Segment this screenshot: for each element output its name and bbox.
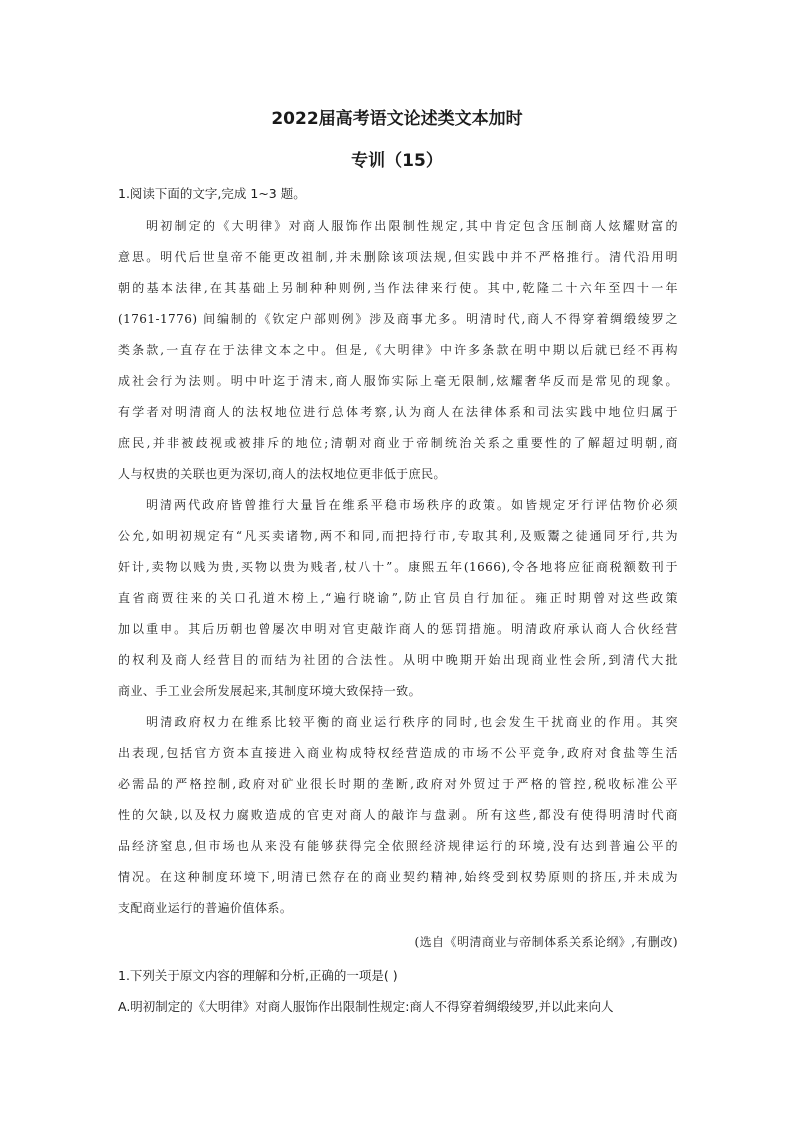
passage-line: 类条款,一直存在于法律文本之中。但是,《大明律》中许多条款在明中期以后就已经不再构	[118, 343, 678, 357]
passage-line: 朝的基本法律,在其基础上另制种种则例,当作法律来行使。其中,乾隆二十六年至四十一年	[118, 281, 678, 295]
question-1-stem: 1.下列关于原文内容的理解和分析,正确的一项是( )	[118, 968, 398, 983]
passage-source: (选自《明清商业与帝制体系关系论纲》,有删改)	[414, 935, 678, 949]
document-title: 2022届高考语文论述类文本加时	[271, 109, 523, 129]
passage-line: 奸计,卖物以贱为贵,买物以贵为贱者,杖八十”。康熙五年(1666),令各地将应征商税额数刊于	[118, 560, 678, 574]
passage-line: 情况。在这种制度环境下,明清已然存在的商业契约精神,始终受到权势原则的挤压,并未成为	[118, 870, 678, 884]
passage-line: 明清两代政府皆曾推行大量旨在维系平稳市场秩序的政策。如皆规定牙行评估物价必须	[146, 498, 678, 512]
passage-line: 庶民,并非被歧视或被排斥的地位;清朝对商业于帝制统治关系之重要性的了解超过明朝,商	[118, 436, 678, 450]
passage-line: 出表现,包括官方资本直接进入商业构成特权经营造成的市场不公平竞争,政府对食盐等生活	[118, 746, 678, 760]
passage-line: 必需品的严格控制,政府对矿业很长时期的垄断,政府对外贸过于严格的管控,税收标准公平	[118, 777, 678, 791]
passage-line: 有学者对明清商人的法权地位进行总体考察,认为商人在法律体系和司法实践中地位归属于	[118, 405, 678, 419]
passage-line: 意思。明代后世皇帝不能更改祖制,并未删除该项法规,但实践中并不严格推行。清代沿用明	[118, 250, 678, 264]
passage-line: 的权利及商人经营目的而结为社团的合法性。从明中晚期开始出现商业性会所,到清代大批	[118, 653, 678, 667]
passage-line: 加以重申。其后历朝也曾屡次申明对官吏敲诈商人的惩罚措施。明清政府承认商人合伙经营	[118, 622, 678, 636]
passage-line: 公允,如明初规定有“凡买卖诸物,两不和同,而把持行市,专取其利,及贩鬻之徒通同牙行,共为	[118, 529, 678, 543]
passage-line: 支配商业运行的普遍价值体系。	[118, 901, 293, 915]
passage-line: 直省商贾往来的关口孔道木榜上,“遍行晓谕”,防止官员自行加征。雍正时期曾对这些政策	[118, 591, 678, 605]
passage-line: 明清政府权力在维系比较平衡的商业运行秩序的同时,也会发生干扰商业的作用。其突	[146, 715, 678, 729]
document-subtitle: 专训（15）	[351, 151, 443, 171]
passage-line: 明初制定的《大明律》对商人服饰作出限制性规定,其中肯定包含压制商人炫耀财富的	[146, 219, 678, 233]
passage-line: (1761-1776) 间编制的《钦定户部则例》涉及商事尤多。明清时代,商人不得穿着绸缎绫罗之	[118, 312, 678, 326]
passage-line: 成社会行为法则。明中叶迄于清末,商人服饰实际上毫无限制,炫耀奢华反而是常见的现象。	[118, 374, 678, 388]
question-1-option-a: A.明初制定的《大明律》对商人服饰作出限制性规定:商人不得穿着绸缎绫罗,并以此来向人	[118, 999, 614, 1014]
passage-line: 商业、手工业会所发展起来,其制度环境大致保持一致。	[118, 684, 422, 698]
passage-line: 性的欠缺,以及权力腐败造成的官吏对商人的敲诈与盘剥。所有这些,都没有使得明清时代商	[118, 808, 678, 822]
question-intro: 1.阅读下面的文字,完成 1~3 题。	[118, 186, 306, 201]
passage-line: 人与权贵的关联也更为深切,商人的法权地位更非低于庶民。	[118, 467, 446, 481]
passage-line: 品经济窒息,但市场也从来没有能够获得完全依照经济规律运行的环境,没有达到普遍公平的	[118, 839, 678, 853]
